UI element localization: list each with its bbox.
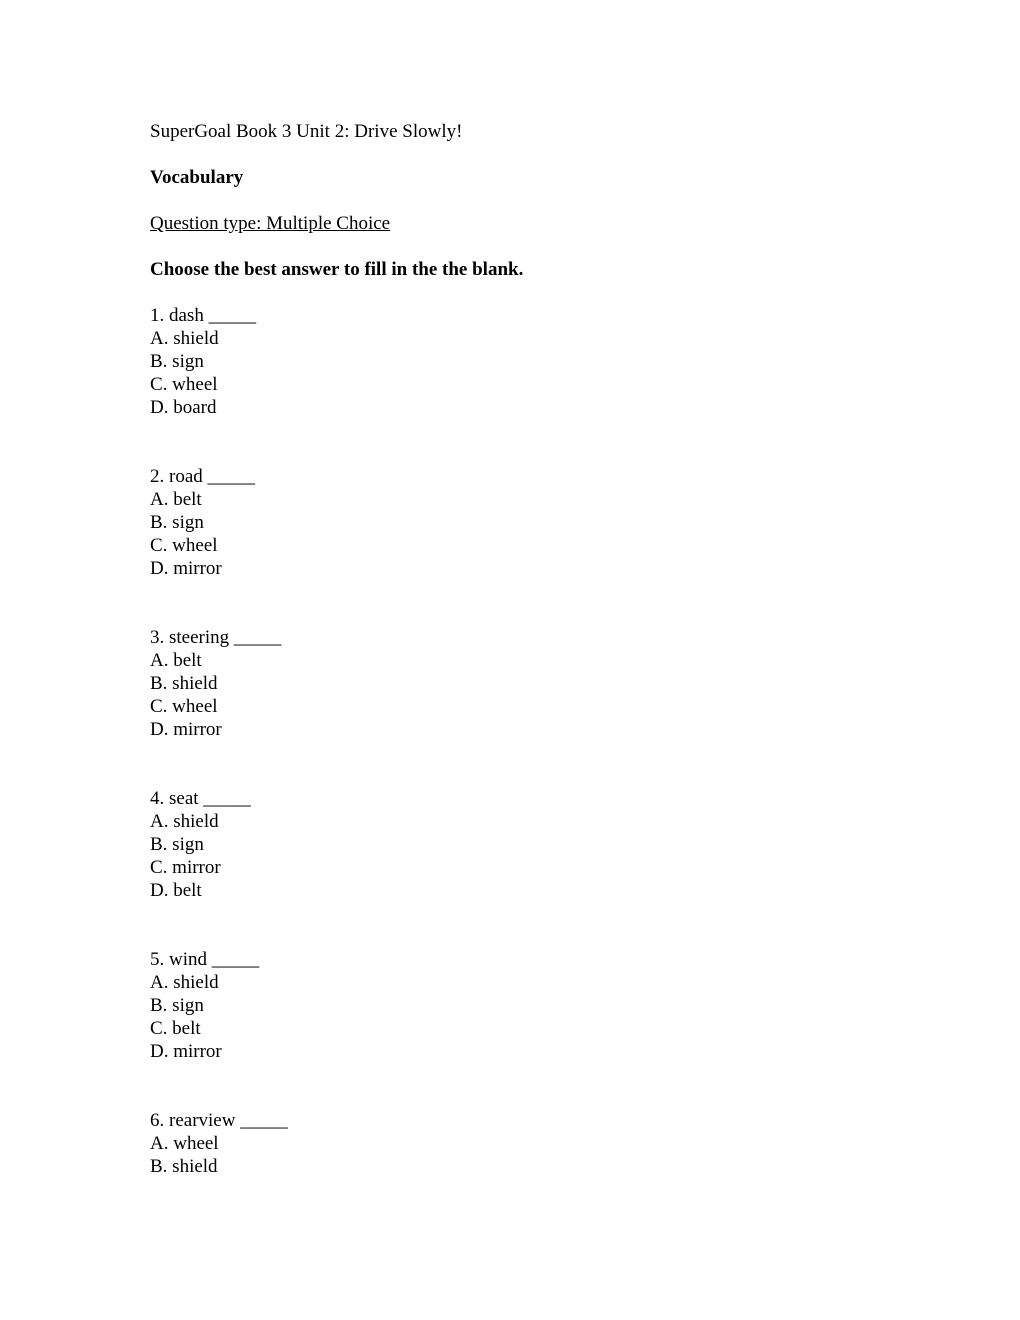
answer-option: A. shield xyxy=(150,972,219,993)
answer-option: C. wheel xyxy=(150,374,218,395)
answer-option: C. mirror xyxy=(150,857,221,878)
question-prompt: 4. seat _____ xyxy=(150,788,251,809)
answer-option: A. shield xyxy=(150,811,219,832)
question-prompt: 5. wind _____ xyxy=(150,949,260,970)
answer-option: D. board xyxy=(150,397,217,418)
question-prompt: 6. rearview _____ xyxy=(150,1110,288,1131)
question-1 xyxy=(150,304,910,419)
answer-option: C. belt xyxy=(150,1018,201,1039)
answer-option: B. shield xyxy=(150,673,218,694)
question-3 xyxy=(150,626,910,741)
worksheet-page xyxy=(150,120,910,1178)
question-prompt: 1. dash _____ xyxy=(150,305,257,326)
instruction-text: Choose the best answer to fill in the the blank. xyxy=(150,259,524,280)
question-4 xyxy=(150,787,910,902)
question-list xyxy=(150,304,910,1178)
question-5 xyxy=(150,948,910,1063)
answer-option: B. sign xyxy=(150,351,204,372)
answer-option: D. mirror xyxy=(150,1041,222,1062)
answer-option: B. shield xyxy=(150,1156,218,1177)
question-2 xyxy=(150,465,910,580)
answer-option: D. mirror xyxy=(150,719,222,740)
answer-option: A. shield xyxy=(150,328,219,349)
answer-option: A. belt xyxy=(150,489,202,510)
worksheet-title: SuperGoal Book 3 Unit 2: Drive Slowly! xyxy=(150,121,463,142)
answer-option: D. belt xyxy=(150,880,202,901)
answer-option: B. sign xyxy=(150,512,204,533)
question-type-label: Question type: Multiple Choice xyxy=(150,213,391,234)
section-heading: Vocabulary xyxy=(150,167,244,188)
question-6 xyxy=(150,1109,910,1178)
question-prompt: 3. steering _____ xyxy=(150,627,282,648)
answer-option: D. mirror xyxy=(150,558,222,579)
answer-option: A. belt xyxy=(150,650,202,671)
answer-option: C. wheel xyxy=(150,696,218,717)
question-prompt: 2. road _____ xyxy=(150,466,256,487)
answer-option: B. sign xyxy=(150,995,204,1016)
answer-option: B. sign xyxy=(150,834,204,855)
answer-option: A. wheel xyxy=(150,1133,219,1154)
answer-option: C. wheel xyxy=(150,535,218,556)
